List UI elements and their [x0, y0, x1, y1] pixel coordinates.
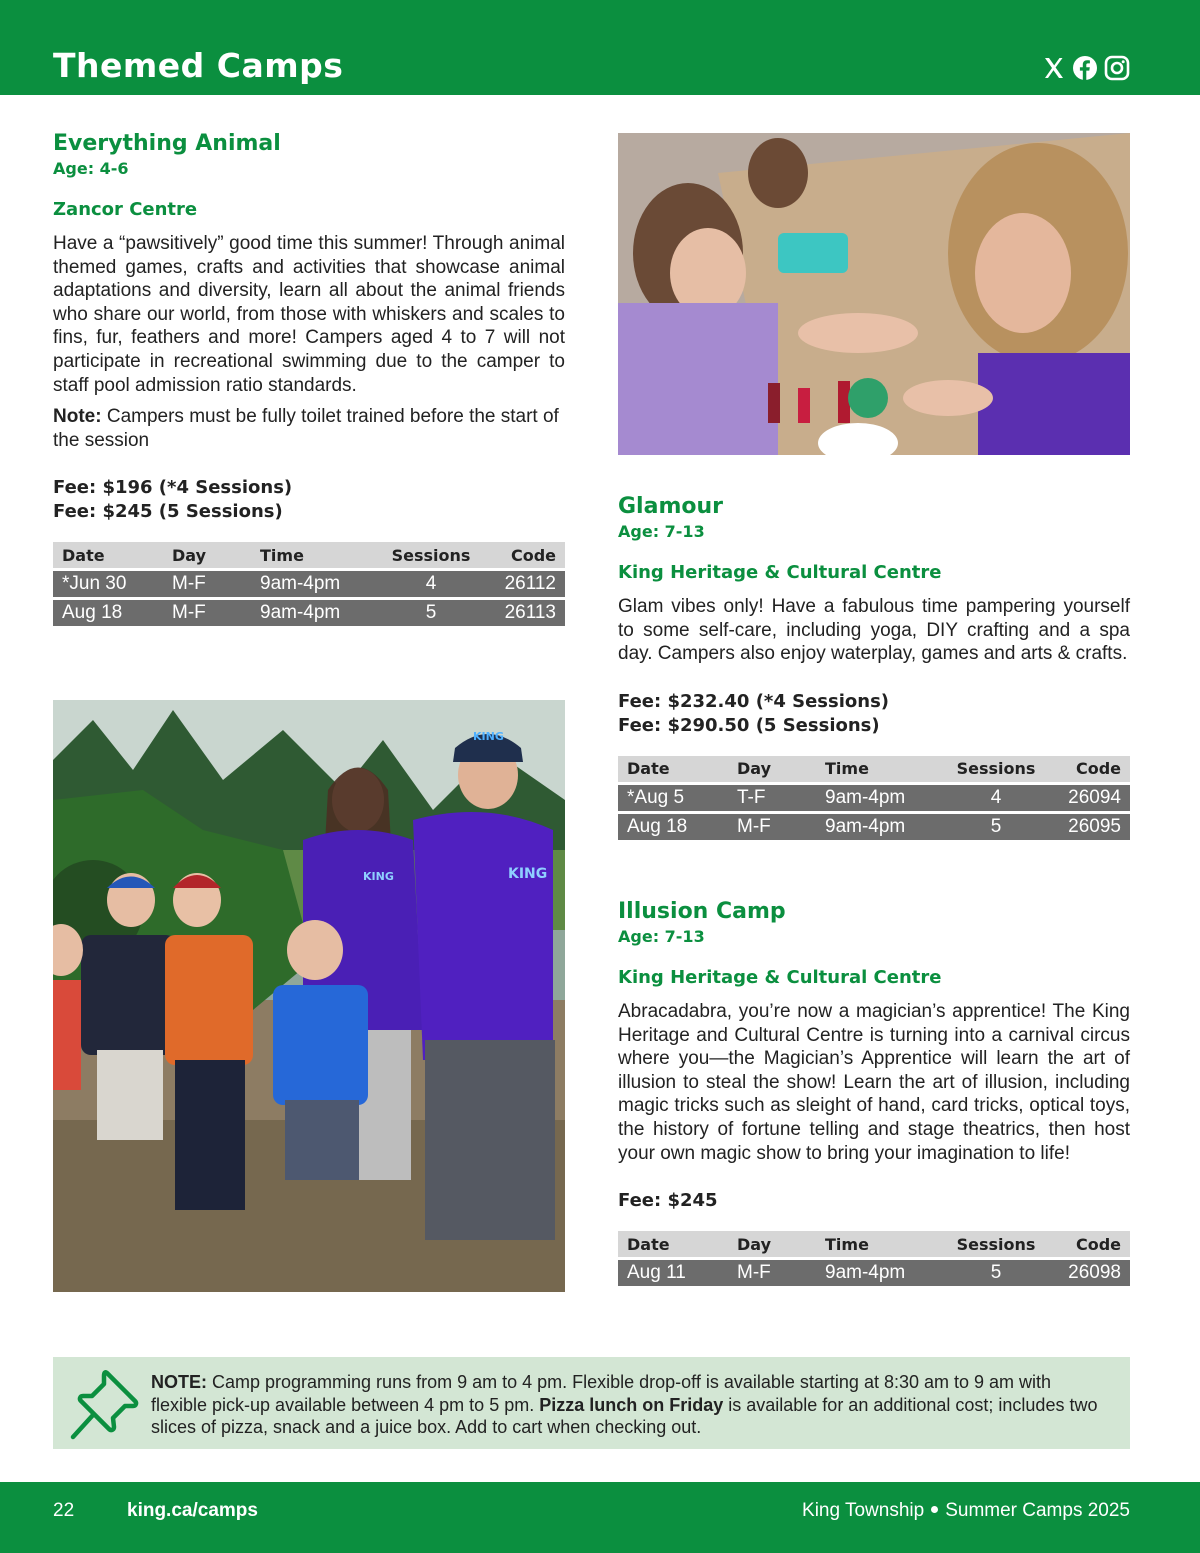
schedule-table	[618, 1231, 1130, 1286]
camp-age: Age: 7-13	[618, 522, 705, 541]
schedule-table	[618, 756, 1130, 840]
camp-location: King Heritage & Cultural Centre	[618, 967, 942, 988]
notice-body: is available for an additional cost; includes two slices of pizza, snack and a juice box. Add to cart when checking out.	[151, 1394, 1098, 1437]
col-code: Code	[1046, 756, 1130, 782]
col-day: Day	[728, 756, 816, 782]
table-row[interactable]	[53, 568, 565, 597]
table-row[interactable]	[618, 1257, 1130, 1286]
col-sessions: Sessions	[946, 756, 1046, 782]
cell-date: Aug 18	[618, 811, 728, 840]
table-row[interactable]	[53, 597, 565, 626]
fee-line: Fee: $290.50 (5 Sessions)	[618, 714, 880, 736]
footer-link[interactable]: king.ca/camps	[127, 1500, 258, 1521]
notice-label: NOTE:	[151, 1372, 207, 1392]
cell-day: M-F	[728, 1257, 816, 1286]
cell-time: 9am-4pm	[816, 811, 946, 840]
fee-line: Fee: $245 (5 Sessions)	[53, 501, 283, 523]
cell-code: 26095	[1046, 811, 1130, 840]
footer-pub-title: Summer Camps 2025	[945, 1500, 1130, 1521]
table-header-row	[618, 1231, 1130, 1257]
camp-glamour	[618, 493, 1130, 840]
fee-line: Fee: $245	[618, 1190, 718, 1212]
cell-code: 26112	[481, 568, 565, 597]
shirt-logo-text: KING	[508, 866, 548, 882]
cell-date: *Jun 30	[53, 568, 163, 597]
cell-time: 9am-4pm	[816, 782, 946, 811]
cell-day: M-F	[163, 568, 251, 597]
col-date: Date	[53, 542, 163, 568]
schedule-table	[53, 542, 565, 626]
fee-line: Fee: $196 (*4 Sessions)	[53, 477, 293, 499]
shirt-logo-text: KING	[363, 870, 394, 883]
footer-publication	[802, 1500, 1130, 1522]
pushpin-icon	[67, 1365, 143, 1443]
col-code: Code	[481, 542, 565, 568]
cell-sessions: 4	[946, 782, 1046, 811]
notice-text	[151, 1371, 1111, 1439]
kids-camp-photo	[53, 700, 565, 1292]
facebook-icon[interactable]	[1072, 55, 1098, 81]
col-code: Code	[1046, 1231, 1130, 1257]
cell-sessions: 5	[946, 811, 1046, 840]
note-text: Campers must be fully toilet trained before the start of the session	[53, 406, 559, 451]
bullet-dot	[931, 1506, 938, 1513]
col-time: Time	[816, 1231, 946, 1257]
cell-code: 26094	[1046, 782, 1130, 811]
col-sessions: Sessions	[381, 542, 481, 568]
cell-time: 9am-4pm	[251, 597, 381, 626]
footer-org: King Township	[802, 1500, 925, 1521]
cell-sessions: 5	[381, 597, 481, 626]
camp-location: Zancor Centre	[53, 199, 198, 220]
col-time: Time	[816, 756, 946, 782]
cell-time: 9am-4pm	[251, 568, 381, 597]
table-header-row	[53, 542, 565, 568]
cell-date: Aug 11	[618, 1257, 728, 1286]
camp-fees	[53, 476, 565, 524]
social-links	[1042, 55, 1130, 81]
camp-everything-animal	[53, 130, 565, 626]
cell-time: 9am-4pm	[816, 1257, 946, 1286]
camp-description: Glam vibes only! Have a fabulous time pampering yourself to some self-care, including yoga, DIY crafting and a spa day. Campers also enjoy waterplay, games and arts & crafts.	[618, 596, 1130, 665]
x-icon[interactable]	[1042, 56, 1066, 80]
cell-sessions: 4	[381, 568, 481, 597]
col-time: Time	[251, 542, 381, 568]
notice-highlight: Pizza lunch on Friday	[539, 1394, 724, 1415]
cell-sessions: 5	[946, 1257, 1046, 1286]
camp-age: Age: 4-6	[53, 159, 129, 178]
camp-illusion	[618, 898, 1130, 1286]
camp-note	[53, 405, 565, 452]
cell-code: 26113	[481, 597, 565, 626]
camp-notice-box	[53, 1357, 1130, 1449]
col-sessions: Sessions	[946, 1231, 1046, 1257]
col-date: Date	[618, 756, 728, 782]
cap-logo-text: KING	[473, 730, 504, 743]
camp-title: Glamour	[618, 494, 723, 519]
cell-day: M-F	[728, 811, 816, 840]
camp-title: Everything Animal	[53, 131, 281, 156]
glamour-camp-photo	[618, 133, 1130, 455]
camp-fees	[618, 1189, 1130, 1213]
camp-title: Illusion Camp	[618, 899, 786, 924]
col-day: Day	[728, 1231, 816, 1257]
note-label: Note:	[53, 406, 102, 428]
col-day: Day	[163, 542, 251, 568]
cell-date: *Aug 5	[618, 782, 728, 811]
table-header-row	[618, 756, 1130, 782]
page-header	[0, 0, 1200, 95]
cell-code: 26098	[1046, 1257, 1130, 1286]
camp-description: Have a “pawsitively” good time this summer! Through animal themed games, crafts and activities that showcase animal adaptations and diversity, learn all about the animal friends who share our world, from those with whiskers and scales to fins, fur, feathers and more! Campers aged 4 to 7 will not participate in recreational swimming due to the camper to staff pool admission ratio standards.	[53, 233, 565, 396]
page-number: 22	[53, 1500, 75, 1521]
instagram-icon[interactable]	[1104, 55, 1130, 81]
cell-day: M-F	[163, 597, 251, 626]
table-row[interactable]	[618, 811, 1130, 840]
page-footer	[0, 1482, 1200, 1553]
fee-line: Fee: $232.40 (*4 Sessions)	[618, 690, 890, 712]
camp-location: King Heritage & Cultural Centre	[618, 562, 942, 583]
col-date: Date	[618, 1231, 728, 1257]
notice-body: Camp programming runs from 9 am to 4 pm. Flexible drop-off is available starting at 8:30 am to 9 am with flexible pick-up available between 4 pm to 5 pm.	[151, 1372, 1052, 1415]
camp-description: Abracadabra, you’re now a magician’s apprentice! The King Heritage and Cultural Centre is turning into a carnival circus where you—the Magician’s Apprentice will learn the art of illusion to steal the show! Learn the art of illusion, including magic tricks such as sleight of hand, card tricks, optical toys, the history of fortune telling and stage theatrics, then host your own magic show to bring your imagination to life!	[618, 1001, 1130, 1164]
cell-date: Aug 18	[53, 597, 163, 626]
page-title: Themed Camps	[53, 46, 344, 85]
table-row[interactable]	[618, 782, 1130, 811]
camp-fees	[618, 690, 1130, 738]
camp-age: Age: 7-13	[618, 927, 705, 946]
cell-day: T-F	[728, 782, 816, 811]
